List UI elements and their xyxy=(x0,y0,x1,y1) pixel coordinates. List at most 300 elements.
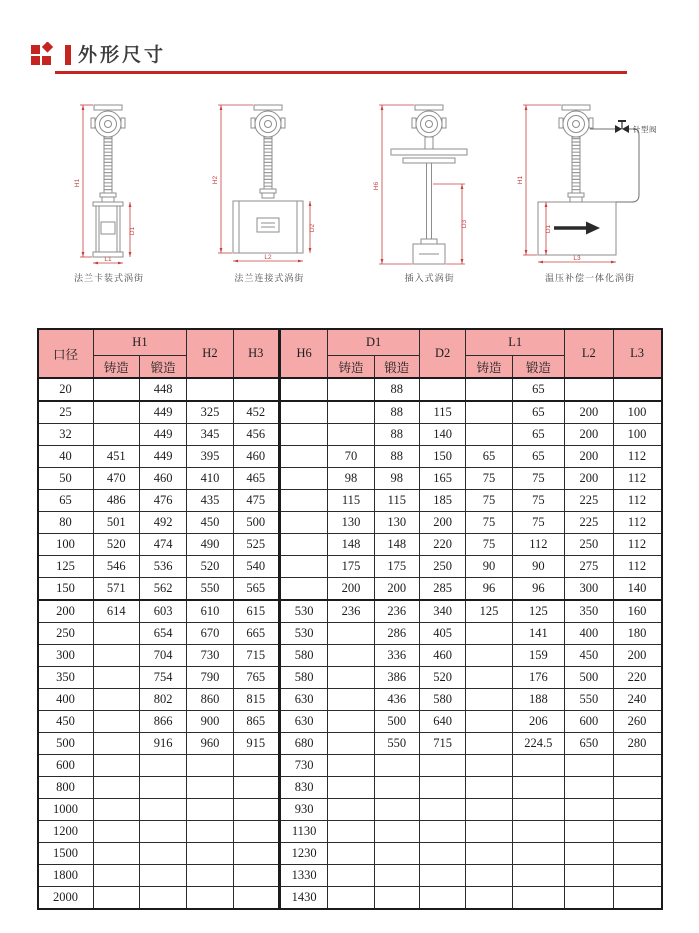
table-cell xyxy=(613,821,661,843)
table-cell: 340 xyxy=(419,600,465,623)
table-cell xyxy=(419,821,465,843)
table-cell: 492 xyxy=(139,512,186,534)
table-cell: 520 xyxy=(93,534,139,556)
table-cell xyxy=(328,887,374,910)
table-cell: 860 xyxy=(187,689,233,711)
table-cell: 225 xyxy=(565,490,613,512)
table-cell xyxy=(512,887,565,910)
dim-label: D1 xyxy=(129,226,136,236)
subcol-header-d1-cast: 铸造 xyxy=(328,356,374,379)
table-cell: 185 xyxy=(419,490,465,512)
table-cell xyxy=(279,512,327,534)
table-cell xyxy=(279,534,327,556)
table-cell: 160 xyxy=(613,600,661,623)
table-cell: 112 xyxy=(613,534,661,556)
table-cell: 615 xyxy=(233,600,279,623)
table-cell: 300 xyxy=(565,578,613,601)
table-cell xyxy=(93,755,139,777)
table-cell: 915 xyxy=(233,733,279,755)
table-cell: 236 xyxy=(374,600,419,623)
dimension-table-body xyxy=(38,378,662,909)
table-cell xyxy=(233,865,279,887)
table-cell xyxy=(565,843,613,865)
table-cell: 536 xyxy=(139,556,186,578)
table-cell xyxy=(419,865,465,887)
table-row xyxy=(38,468,662,490)
table-cell: 200 xyxy=(565,401,613,424)
col-header-diameter: 口径 xyxy=(38,329,94,378)
table-cell xyxy=(613,865,661,887)
drawing-insertion-vortex xyxy=(351,100,509,284)
table-cell xyxy=(512,821,565,843)
table-cell: 465 xyxy=(233,468,279,490)
table-cell: 449 xyxy=(139,401,186,424)
table-cell: 500 xyxy=(374,711,419,733)
table-cell: 550 xyxy=(565,689,613,711)
table-cell xyxy=(466,755,512,777)
table-cell xyxy=(328,689,374,711)
table-cell xyxy=(328,623,374,645)
table-row xyxy=(38,777,662,799)
table-cell xyxy=(328,645,374,667)
table-cell: 88 xyxy=(374,378,419,401)
drawing-caption: 插入式涡街 xyxy=(404,273,455,283)
table-cell xyxy=(374,887,419,910)
table-cell xyxy=(233,755,279,777)
table-cell: 730 xyxy=(187,645,233,667)
subcol-header-d1-forged: 锻造 xyxy=(374,356,419,379)
table-cell: 130 xyxy=(328,512,374,534)
table-cell: 530 xyxy=(279,600,327,623)
table-cell: 460 xyxy=(419,645,465,667)
table-cell xyxy=(565,865,613,887)
table-cell: 220 xyxy=(613,667,661,689)
table-cell xyxy=(374,777,419,799)
table-cell xyxy=(328,424,374,446)
table-row xyxy=(38,733,662,755)
table-cell: 565 xyxy=(233,578,279,601)
table-cell: 670 xyxy=(187,623,233,645)
table-cell xyxy=(374,755,419,777)
table-cell xyxy=(93,378,139,401)
table-cell: 580 xyxy=(279,667,327,689)
table-cell: 400 xyxy=(565,623,613,645)
table-cell xyxy=(139,843,186,865)
table-cell xyxy=(139,887,186,910)
table-cell: 650 xyxy=(565,733,613,755)
table-cell: 141 xyxy=(512,623,565,645)
page-title: 外形尺寸 xyxy=(78,44,167,66)
table-cell: 65 xyxy=(512,401,565,424)
dim-label: H1 xyxy=(74,178,81,188)
table-cell xyxy=(93,799,139,821)
table-cell: 50 xyxy=(38,468,94,490)
table-cell: 715 xyxy=(233,645,279,667)
table-cell: 25 xyxy=(38,401,94,424)
table-row xyxy=(38,512,662,534)
table-cell: 525 xyxy=(233,534,279,556)
table-cell: 112 xyxy=(613,556,661,578)
table-row xyxy=(38,534,662,556)
table-cell: 140 xyxy=(613,578,661,601)
col-header-l3: L3 xyxy=(613,329,661,378)
table-cell xyxy=(139,755,186,777)
table-cell: 148 xyxy=(374,534,419,556)
dim-label: H2 xyxy=(212,175,220,185)
table-cell: 665 xyxy=(233,623,279,645)
table-cell xyxy=(565,887,613,910)
table-cell: 1000 xyxy=(38,799,94,821)
table-cell: 350 xyxy=(38,667,94,689)
col-header-h1: H1 xyxy=(93,329,187,356)
table-cell xyxy=(279,578,327,601)
table-cell: 500 xyxy=(38,733,94,755)
table-cell xyxy=(187,378,233,401)
table-cell xyxy=(374,821,419,843)
subcol-header-h1-forged: 锻造 xyxy=(139,356,186,379)
table-cell: 449 xyxy=(139,424,186,446)
table-cell: 260 xyxy=(613,711,661,733)
table-cell: 236 xyxy=(328,600,374,623)
drawing-caption: 温压补偿一体化涡街 xyxy=(544,273,635,283)
table-cell xyxy=(187,799,233,821)
table-cell xyxy=(512,755,565,777)
table-cell: 654 xyxy=(139,623,186,645)
table-cell: 65 xyxy=(38,490,94,512)
table-cell xyxy=(187,887,233,910)
table-cell xyxy=(328,401,374,424)
table-cell xyxy=(613,755,661,777)
table-row xyxy=(38,600,662,623)
table-cell xyxy=(565,799,613,821)
table-cell: 125 xyxy=(512,600,565,623)
col-header-h3: H3 xyxy=(233,329,279,378)
dim-label: D2 xyxy=(309,223,317,233)
table-cell xyxy=(93,777,139,799)
table-cell: 32 xyxy=(38,424,94,446)
table-cell: 224.5 xyxy=(512,733,565,755)
title-underline xyxy=(55,71,627,74)
table-cell xyxy=(187,865,233,887)
table-cell: 1230 xyxy=(279,843,327,865)
table-cell: 112 xyxy=(613,468,661,490)
table-cell xyxy=(565,777,613,799)
table-cell xyxy=(466,623,512,645)
table-cell: 200 xyxy=(419,512,465,534)
table-cell xyxy=(328,711,374,733)
table-cell xyxy=(466,843,512,865)
table-cell: 451 xyxy=(93,446,139,468)
col-header-l1: L1 xyxy=(466,329,565,356)
flowmeter-integrated-diagram-icon xyxy=(514,100,666,270)
table-cell: 916 xyxy=(139,733,186,755)
table-cell xyxy=(93,843,139,865)
table-cell: 460 xyxy=(139,468,186,490)
table-row xyxy=(38,821,662,843)
table-cell: 790 xyxy=(187,667,233,689)
table-cell xyxy=(187,777,233,799)
table-cell: 520 xyxy=(187,556,233,578)
table-cell: 754 xyxy=(139,667,186,689)
table-row xyxy=(38,645,662,667)
table-cell xyxy=(139,865,186,887)
table-cell xyxy=(328,799,374,821)
dim-label: D1 xyxy=(544,224,552,234)
table-cell xyxy=(93,887,139,910)
table-cell: 490 xyxy=(187,534,233,556)
table-cell: 175 xyxy=(374,556,419,578)
table-cell: 98 xyxy=(374,468,419,490)
table-cell: 614 xyxy=(93,600,139,623)
subcol-header-h1-cast: 铸造 xyxy=(93,356,139,379)
table-cell: 546 xyxy=(93,556,139,578)
table-cell: 96 xyxy=(466,578,512,601)
table-cell: 550 xyxy=(374,733,419,755)
table-cell xyxy=(279,556,327,578)
table-row xyxy=(38,623,662,645)
table-cell: 240 xyxy=(613,689,661,711)
table-cell xyxy=(419,777,465,799)
table-cell: 148 xyxy=(328,534,374,556)
table-cell: 200 xyxy=(374,578,419,601)
table-row xyxy=(38,401,662,424)
table-cell: 680 xyxy=(279,733,327,755)
table-cell: 40 xyxy=(38,446,94,468)
table-cell: 580 xyxy=(279,645,327,667)
table-row xyxy=(38,446,662,468)
table-cell xyxy=(466,821,512,843)
table-cell xyxy=(93,711,139,733)
table-cell xyxy=(419,799,465,821)
table-cell xyxy=(613,843,661,865)
table-cell: 100 xyxy=(38,534,94,556)
table-cell xyxy=(374,865,419,887)
table-cell: 88 xyxy=(374,424,419,446)
table-cell: 460 xyxy=(233,446,279,468)
table-cell: 410 xyxy=(187,468,233,490)
table-cell: 206 xyxy=(512,711,565,733)
drawings-row xyxy=(30,100,669,284)
impulse-tube xyxy=(590,129,639,202)
table-cell xyxy=(139,799,186,821)
table-cell: 115 xyxy=(328,490,374,512)
table-cell xyxy=(279,378,327,401)
table-cell: 280 xyxy=(613,733,661,755)
table-row xyxy=(38,490,662,512)
table-cell: 250 xyxy=(38,623,94,645)
table-row xyxy=(38,667,662,689)
drawing-flange-connection-vortex xyxy=(190,100,348,284)
table-cell xyxy=(279,401,327,424)
table-cell: 100 xyxy=(613,424,661,446)
table-cell xyxy=(93,689,139,711)
table-cell xyxy=(328,821,374,843)
table-cell: 1330 xyxy=(279,865,327,887)
table-cell: 630 xyxy=(279,689,327,711)
table-header xyxy=(38,329,662,378)
table-cell: 140 xyxy=(419,424,465,446)
table-cell: 562 xyxy=(139,578,186,601)
table-cell: 730 xyxy=(279,755,327,777)
table-cell: 200 xyxy=(565,424,613,446)
table-cell: 150 xyxy=(38,578,94,601)
flow-arrow xyxy=(554,222,600,235)
drawing-caption: 法兰卡装式涡街 xyxy=(73,273,144,283)
table-cell: 715 xyxy=(419,733,465,755)
table-cell: 285 xyxy=(419,578,465,601)
table-cell: 704 xyxy=(139,645,186,667)
table-cell xyxy=(466,401,512,424)
table-cell xyxy=(466,645,512,667)
table-cell: 125 xyxy=(466,600,512,623)
table-cell xyxy=(233,821,279,843)
table-cell: 470 xyxy=(93,468,139,490)
table-cell: 70 xyxy=(328,446,374,468)
table-cell: 450 xyxy=(187,512,233,534)
table-cell xyxy=(139,821,186,843)
table-cell xyxy=(512,865,565,887)
table-cell: 350 xyxy=(565,600,613,623)
table-cell: 2000 xyxy=(38,887,94,910)
table-row xyxy=(38,378,662,401)
subcol-header-l1-forged: 锻造 xyxy=(512,356,565,379)
needle-valve-label: 针型阀 xyxy=(632,125,657,134)
flowmeter-wafer-diagram-icon xyxy=(33,100,185,270)
table-row xyxy=(38,799,662,821)
table-cell xyxy=(466,865,512,887)
table-cell: 65 xyxy=(512,378,565,401)
table-cell: 1130 xyxy=(279,821,327,843)
table-cell: 1800 xyxy=(38,865,94,887)
table-cell: 395 xyxy=(187,446,233,468)
table-cell xyxy=(139,777,186,799)
table-cell: 1500 xyxy=(38,843,94,865)
dimension-lines xyxy=(74,105,136,264)
table-cell xyxy=(466,733,512,755)
table-cell xyxy=(187,821,233,843)
table-cell xyxy=(93,667,139,689)
table-cell: 200 xyxy=(613,645,661,667)
table-cell: 188 xyxy=(512,689,565,711)
table-cell: 800 xyxy=(38,777,94,799)
table-cell: 115 xyxy=(419,401,465,424)
table-cell xyxy=(565,378,613,401)
table-cell: 75 xyxy=(512,512,565,534)
table-cell xyxy=(279,424,327,446)
col-header-h2: H2 xyxy=(187,329,233,378)
table-cell: 200 xyxy=(328,578,374,601)
table-cell: 866 xyxy=(139,711,186,733)
table-cell xyxy=(93,401,139,424)
table-cell: 400 xyxy=(38,689,94,711)
drawing-temp-pressure-integrated-vortex xyxy=(511,100,669,284)
table-cell: 165 xyxy=(419,468,465,490)
table-cell xyxy=(419,887,465,910)
table-cell xyxy=(93,865,139,887)
table-cell xyxy=(328,777,374,799)
col-header-l2: L2 xyxy=(565,329,613,378)
table-cell: 75 xyxy=(466,468,512,490)
table-cell: 150 xyxy=(419,446,465,468)
table-cell: 220 xyxy=(419,534,465,556)
table-cell xyxy=(328,667,374,689)
table-cell xyxy=(466,378,512,401)
table-row xyxy=(38,556,662,578)
table-cell: 474 xyxy=(139,534,186,556)
table-cell xyxy=(328,378,374,401)
table-cell: 325 xyxy=(187,401,233,424)
table-cell xyxy=(279,468,327,490)
dim-label: D3 xyxy=(460,219,468,229)
table-cell: 336 xyxy=(374,645,419,667)
table-cell xyxy=(233,799,279,821)
table-cell: 456 xyxy=(233,424,279,446)
table-cell xyxy=(512,843,565,865)
table-cell: 900 xyxy=(187,711,233,733)
flowmeter-insertion-diagram-icon xyxy=(354,100,506,270)
table-cell: 571 xyxy=(93,578,139,601)
table-cell: 20 xyxy=(38,378,94,401)
table-cell: 125 xyxy=(38,556,94,578)
table-cell xyxy=(466,799,512,821)
table-cell: 65 xyxy=(466,446,512,468)
table-cell: 225 xyxy=(565,512,613,534)
table-cell: 500 xyxy=(565,667,613,689)
table-cell xyxy=(419,378,465,401)
table-cell xyxy=(93,733,139,755)
table-cell: 580 xyxy=(419,689,465,711)
table-cell: 610 xyxy=(187,600,233,623)
table-cell xyxy=(93,424,139,446)
table-cell xyxy=(279,490,327,512)
table-cell: 250 xyxy=(565,534,613,556)
table-cell: 180 xyxy=(613,623,661,645)
table-cell: 476 xyxy=(139,490,186,512)
table-cell xyxy=(419,755,465,777)
table-cell: 1430 xyxy=(279,887,327,910)
brand-logo-icon xyxy=(30,42,56,68)
col-header-h6: H6 xyxy=(279,329,327,378)
title-accent-bar xyxy=(65,45,71,65)
table-cell xyxy=(328,733,374,755)
table-cell: 765 xyxy=(233,667,279,689)
table-cell xyxy=(233,378,279,401)
table-cell: 112 xyxy=(512,534,565,556)
table-cell: 65 xyxy=(512,446,565,468)
table-cell: 630 xyxy=(279,711,327,733)
table-cell xyxy=(419,843,465,865)
table-cell: 435 xyxy=(187,490,233,512)
dim-label: H6 xyxy=(372,181,380,191)
table-cell: 540 xyxy=(233,556,279,578)
table-cell: 112 xyxy=(613,512,661,534)
dim-label: L2 xyxy=(264,254,272,261)
table-cell xyxy=(613,887,661,910)
table-cell: 90 xyxy=(512,556,565,578)
table-cell xyxy=(93,821,139,843)
table-cell: 200 xyxy=(565,468,613,490)
table-cell: 450 xyxy=(565,645,613,667)
table-cell: 100 xyxy=(613,401,661,424)
table-cell: 88 xyxy=(374,401,419,424)
table-cell: 640 xyxy=(419,711,465,733)
table-cell: 501 xyxy=(93,512,139,534)
table-cell: 405 xyxy=(419,623,465,645)
dim-label: L1 xyxy=(104,256,112,263)
table-cell: 550 xyxy=(187,578,233,601)
table-cell: 112 xyxy=(613,446,661,468)
table-cell: 275 xyxy=(565,556,613,578)
